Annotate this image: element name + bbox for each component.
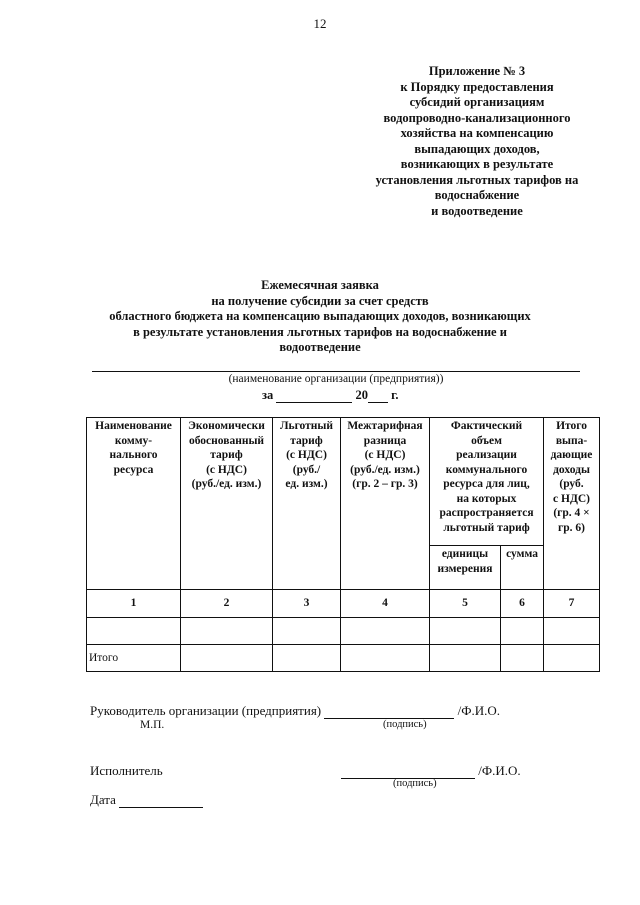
total-row-label: Итого xyxy=(87,645,181,672)
data-cell xyxy=(273,618,341,645)
title-line: водоотведение xyxy=(279,340,361,354)
header-actual-volume: Фактический объем реализации коммунального ресурса для лиц, на которых распространяется льготный тариф xyxy=(430,418,544,546)
period-year: 20 xyxy=(355,388,369,402)
title-line: в результате установления льготных тарифов на водоснабжение и xyxy=(133,324,507,339)
appendix-line: установления льготных тарифов на xyxy=(375,172,579,187)
performer-fio: /Ф.И.О. xyxy=(478,763,521,778)
performer-signature-line xyxy=(341,763,521,779)
data-cell xyxy=(430,618,501,645)
header-tariff-difference: Межтарифная разница (с НДС) (руб./ед. изм.) (гр. 2 – гр. 3) xyxy=(341,418,430,590)
appendix-line: возникающих в результате xyxy=(400,157,554,171)
data-cell xyxy=(181,618,273,645)
header-total-lost-income: Итого выпа- дающие доходы (руб. с НДС) (гр. 4 × гр. 6) xyxy=(544,418,600,590)
header-amount: сумма xyxy=(501,546,544,590)
appendix-line: субсидий организациям xyxy=(409,95,545,109)
head-label: Руководитель организации (предприятия) xyxy=(90,703,322,718)
data-cell xyxy=(181,645,273,672)
subsidy-table xyxy=(86,417,600,672)
appendix-line: водопроводно-канализационного xyxy=(383,110,571,125)
period-prefix: за xyxy=(262,388,274,402)
appendix-line: выпадающих доходов, xyxy=(414,141,540,156)
title-line: на получение субсидии за счет средств xyxy=(211,293,429,308)
data-cell xyxy=(501,645,544,672)
header-units: единицы измерения xyxy=(430,546,501,590)
performer-label: Исполнитель xyxy=(90,763,163,778)
column-number: 7 xyxy=(544,590,600,618)
head-signature-line xyxy=(90,703,500,719)
organization-name-caption: (наименование организации (предприятия)) xyxy=(228,373,444,385)
head-signature-blank xyxy=(324,704,454,719)
period-suffix: г. xyxy=(391,388,399,402)
data-cell xyxy=(501,618,544,645)
date-label: Дата xyxy=(90,792,116,807)
document-title xyxy=(60,278,580,356)
title-line: областного бюджета на компенсацию выпадающих доходов, возникающих xyxy=(109,309,531,323)
organization-name-line xyxy=(92,371,580,372)
column-number: 5 xyxy=(430,590,501,618)
signature-caption: (подпись) xyxy=(383,719,427,730)
header-resource: Наименование комму- нального ресурса xyxy=(87,418,181,590)
data-cell xyxy=(273,645,341,672)
data-cell xyxy=(544,645,600,672)
appendix-line: водоснабжение xyxy=(434,188,520,202)
header-privileged-tariff: Льготный тариф (с НДС) (руб./ ед. изм.) xyxy=(273,418,341,590)
data-cell xyxy=(430,645,501,672)
head-fio: /Ф.И.О. xyxy=(457,703,501,718)
title-line: Ежемесячная заявка xyxy=(261,278,379,292)
appendix-header xyxy=(352,64,602,219)
month-blank xyxy=(276,389,352,403)
appendix-line: к Порядку предоставления xyxy=(400,79,554,94)
data-cell xyxy=(544,618,600,645)
performer-signature-blank xyxy=(341,764,475,779)
column-number: 2 xyxy=(181,590,273,618)
header-economic-tariff: Экономически обоснованный тариф (с НДС) (руб./ед. изм.) xyxy=(181,418,273,590)
page-number: 12 xyxy=(313,16,327,31)
appendix-line: и водоотведение xyxy=(431,203,523,218)
stamp-label: М.П. xyxy=(140,719,165,731)
appendix-line: хозяйства на компенсацию xyxy=(400,126,554,140)
appendix-line: Приложение № 3 xyxy=(428,64,526,78)
column-number: 3 xyxy=(273,590,341,618)
data-cell xyxy=(87,618,181,645)
data-cell xyxy=(341,645,430,672)
signature-caption: (подпись) xyxy=(393,778,437,789)
date-blank xyxy=(119,793,203,808)
date-line xyxy=(90,792,203,808)
column-number: 4 xyxy=(341,590,430,618)
data-cell xyxy=(341,618,430,645)
year-blank xyxy=(368,389,388,403)
reporting-period xyxy=(262,388,399,403)
column-number: 1 xyxy=(87,590,181,618)
column-number: 6 xyxy=(501,590,544,618)
